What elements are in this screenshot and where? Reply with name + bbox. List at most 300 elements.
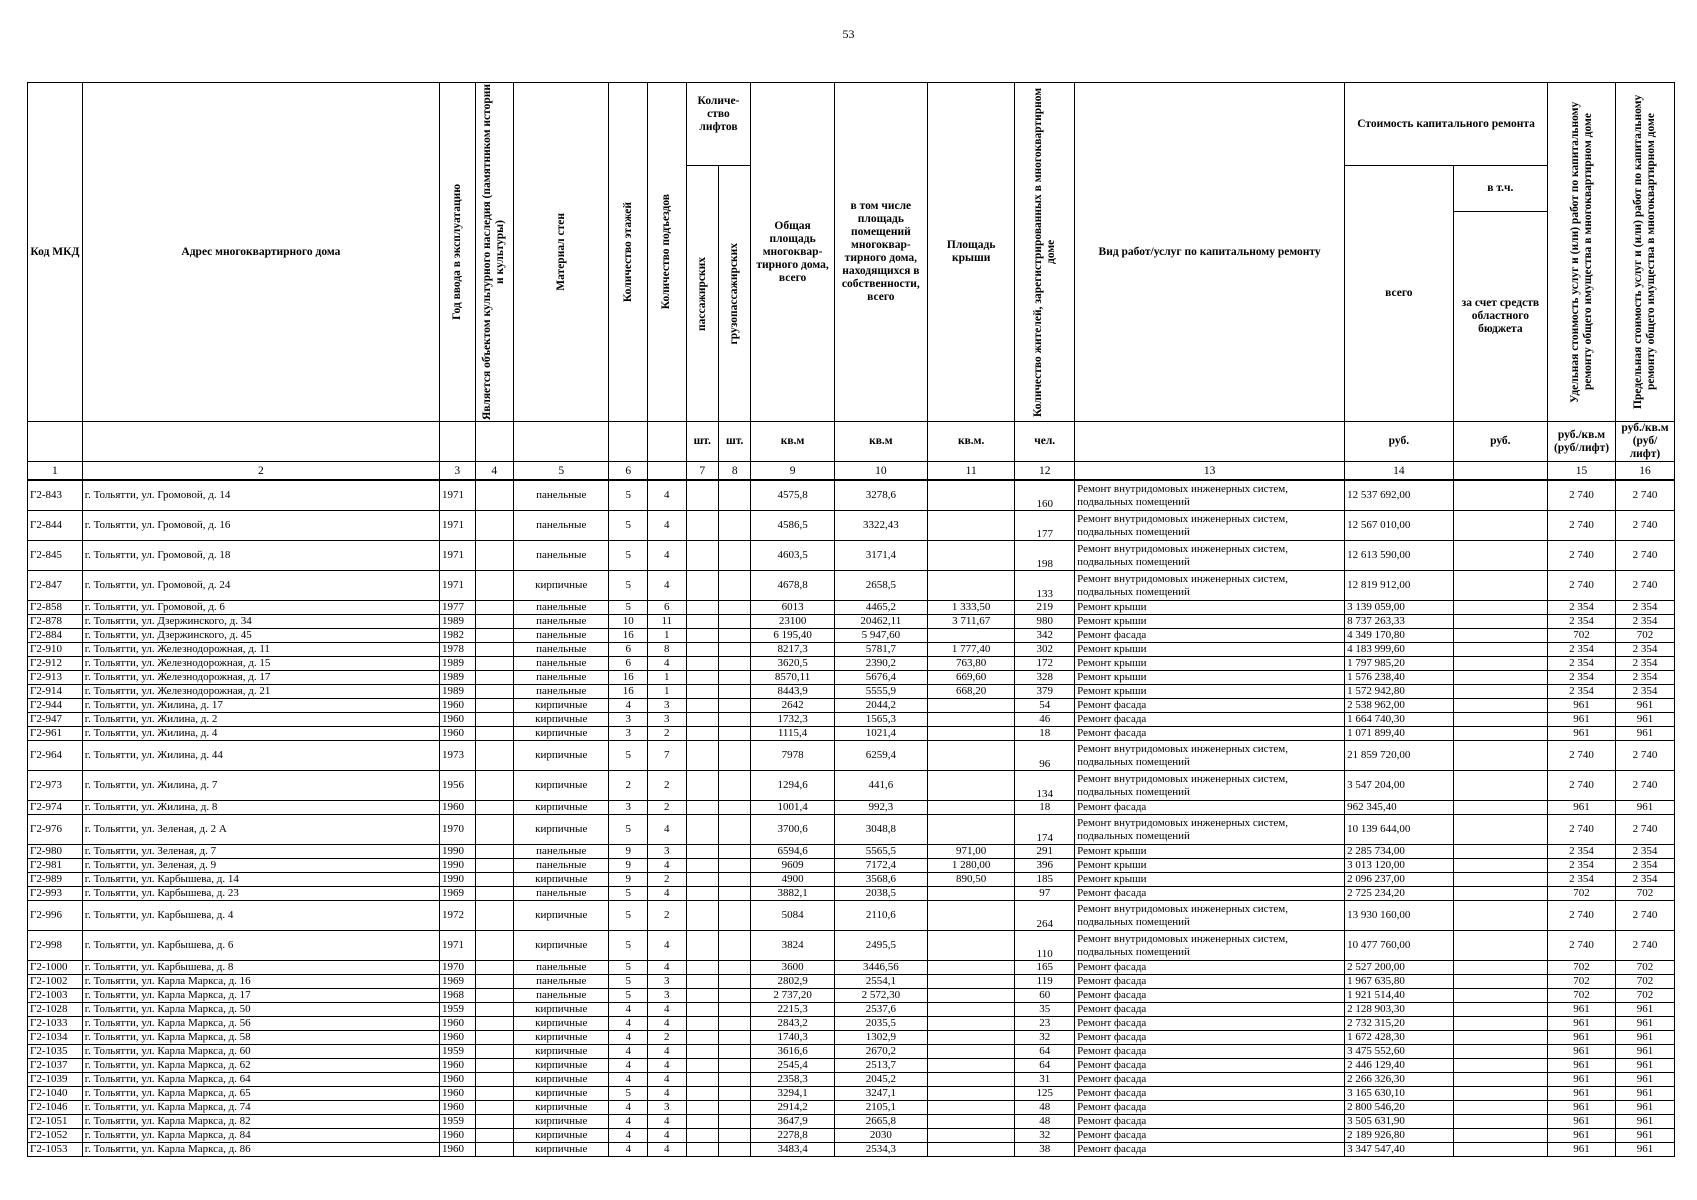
cell-lifts-passenger [686,571,718,601]
cell-year: 1989 [439,657,475,671]
cell-lifts-cargo [718,1101,750,1115]
cell-max-cost: 2 354 [1616,873,1675,887]
cell-roof-area [928,1003,1015,1017]
cell-cost-budget [1453,671,1547,685]
cell-year: 1982 [439,629,475,643]
cell-heritage [475,1087,514,1101]
cell-max-cost: 702 [1616,961,1675,975]
cell-lifts-passenger [686,741,718,771]
cell-residents: 133 [1015,571,1075,601]
cell-material: кирпичные [514,1101,609,1115]
cell-cost-budget [1453,1003,1547,1017]
table-row [28,541,1675,571]
cell-roof-area [928,1087,1015,1101]
cell-floors: 5 [609,541,648,571]
cell-residents: 18 [1015,801,1075,815]
cell-max-cost: 702 [1616,975,1675,989]
cell-total-area: 3824 [751,931,834,961]
cell-max-cost: 2 354 [1616,685,1675,699]
column-number: 14 [1345,462,1454,481]
cell-floors: 3 [609,727,648,741]
cell-floors: 4 [609,1031,648,1045]
cell-year: 1960 [439,1059,475,1073]
cell-address: г. Тольятти, ул. Карбышева, д. 6 [82,931,439,961]
table-row [28,1115,1675,1129]
cell-lifts-cargo [718,1087,750,1101]
cell-total-area: 3600 [751,961,834,975]
header-heritage: Является объектом культурного наследия (памятником истории и культуры) [475,83,514,422]
cell-lifts-passenger [686,480,718,511]
cell-specific-cost: 961 [1548,1003,1616,1017]
cell-lifts-cargo [718,713,750,727]
cell-owned-area: 2105,1 [834,1101,927,1115]
cell-work-type: Ремонт внутридомовых инженерных систем, подвальных помещений [1075,901,1345,931]
unit-rub: руб. [1453,422,1547,462]
cell-residents: 54 [1015,699,1075,713]
cell-cost-budget [1453,1129,1547,1143]
cell-total-area: 2278,8 [751,1129,834,1143]
cell-max-cost: 961 [1616,1003,1675,1017]
cell-material: кирпичные [514,699,609,713]
cell-floors: 16 [609,629,648,643]
cell-specific-cost: 2 740 [1548,511,1616,541]
cell-roof-area [928,1059,1015,1073]
cell-residents: 160 [1015,480,1075,511]
cell-year: 1977 [439,601,475,615]
cell-floors: 5 [609,989,648,1003]
cell-specific-cost: 2 740 [1548,480,1616,511]
cell-code: Г2-964 [28,741,83,771]
cell-owned-area: 1021,4 [834,727,927,741]
cell-total-area: 6 195,40 [751,629,834,643]
cell-cost-total: 12 819 912,00 [1345,571,1454,601]
cell-heritage [475,571,514,601]
cell-year: 1971 [439,931,475,961]
cell-residents: 96 [1015,741,1075,771]
cell-owned-area: 2045,2 [834,1073,927,1087]
cell-heritage [475,657,514,671]
cell-cost-budget [1453,727,1547,741]
cell-specific-cost: 2 354 [1548,685,1616,699]
cell-address: г. Тольятти, ул. Карла Маркса, д. 74 [82,1101,439,1115]
cell-entrances: 7 [647,741,686,771]
cell-cost-total: 2 266 326,30 [1345,1073,1454,1087]
cell-max-cost: 2 354 [1616,657,1675,671]
cell-floors: 4 [609,1045,648,1059]
cell-code: Г2-847 [28,571,83,601]
cell-cost-total: 2 725 234,20 [1345,887,1454,901]
cell-cost-total: 1 921 514,40 [1345,989,1454,1003]
cell-roof-area [928,815,1015,845]
table-row [28,859,1675,873]
cell-material: панельные [514,859,609,873]
column-number: 4 [475,462,514,481]
cell-total-area: 4678,8 [751,571,834,601]
cell-code: Г2-1046 [28,1101,83,1115]
cell-entrances: 4 [647,931,686,961]
cell-year: 1970 [439,961,475,975]
cell-address: г. Тольятти, ул. Жилина, д. 2 [82,713,439,727]
cell-cost-total: 2 285 734,00 [1345,845,1454,859]
cell-address: г. Тольятти, ул. Громовой, д. 18 [82,541,439,571]
cell-material: кирпичные [514,1017,609,1031]
cell-specific-cost: 961 [1548,1059,1616,1073]
cell-cost-budget [1453,975,1547,989]
cell-entrances: 2 [647,901,686,931]
cell-cost-budget [1453,629,1547,643]
table-row [28,1031,1675,1045]
cell-max-cost: 702 [1616,629,1675,643]
cell-cost-total: 1 071 899,40 [1345,727,1454,741]
cell-year: 1960 [439,1101,475,1115]
cell-lifts-passenger [686,615,718,629]
cell-work-type: Ремонт крыши [1075,873,1345,887]
cell-address: г. Тольятти, ул. Зеленая, д. 2 А [82,815,439,845]
cell-roof-area [928,727,1015,741]
cell-lifts-passenger [686,1059,718,1073]
cell-residents: 38 [1015,1143,1075,1157]
cell-entrances: 3 [647,713,686,727]
cell-residents: 46 [1015,713,1075,727]
cell-heritage [475,975,514,989]
header-specific-cost: Удельная стоимость услуг и (или) работ по капитальному ремонту общего имущества в многоквартирном доме [1548,83,1616,422]
cell-code: Г2-976 [28,815,83,845]
cell-code: Г2-1035 [28,1045,83,1059]
cell-material: панельные [514,845,609,859]
cell-max-cost: 702 [1616,887,1675,901]
cell-residents: 23 [1015,1017,1075,1031]
cell-year: 1978 [439,643,475,657]
cell-cost-total: 1 572 942,80 [1345,685,1454,699]
cell-address: г. Тольятти, ул. Карбышева, д. 23 [82,887,439,901]
cell-year: 1972 [439,901,475,931]
cell-heritage [475,1143,514,1157]
cell-roof-area [928,1143,1015,1157]
cell-lifts-passenger [686,601,718,615]
cell-roof-area [928,541,1015,571]
cell-total-area: 8570,11 [751,671,834,685]
cell-year: 1969 [439,975,475,989]
cell-floors: 5 [609,901,648,931]
cell-code: Г2-1028 [28,1003,83,1017]
cell-total-area: 2 737,20 [751,989,834,1003]
cell-owned-area: 2035,5 [834,1017,927,1031]
cell-cost-budget [1453,541,1547,571]
cell-entrances: 4 [647,1115,686,1129]
cell-specific-cost: 2 740 [1548,571,1616,601]
cell-work-type: Ремонт крыши [1075,845,1345,859]
cell-work-type: Ремонт внутридомовых инженерных систем, подвальных помещений [1075,511,1345,541]
cell-heritage [475,1045,514,1059]
cell-owned-area: 6259,4 [834,741,927,771]
cell-code: Г2-1039 [28,1073,83,1087]
cell-cost-budget [1453,859,1547,873]
column-number: 11 [928,462,1015,481]
cell-year: 1959 [439,1003,475,1017]
table-row [28,727,1675,741]
cell-cost-total: 3 013 120,00 [1345,859,1454,873]
cell-total-area: 4900 [751,873,834,887]
header-lifts-cargo: грузопассажирских [718,166,750,422]
cell-material: кирпичные [514,1059,609,1073]
cell-lifts-passenger [686,1003,718,1017]
cell-total-area: 6013 [751,601,834,615]
cell-roof-area [928,1045,1015,1059]
header-year: Год ввода в эксплуатацию [439,83,475,422]
table-row [28,699,1675,713]
cell-year: 1989 [439,685,475,699]
cell-specific-cost: 961 [1548,801,1616,815]
cell-specific-cost: 702 [1548,975,1616,989]
unit-per-unit: руб./кв.м (руб/лифт) [1616,422,1675,462]
cell-lifts-cargo [718,541,750,571]
cell-max-cost: 2 354 [1616,671,1675,685]
cell-roof-area [928,989,1015,1003]
cell-residents: 35 [1015,1003,1075,1017]
cell-address: г. Тольятти, ул. Зеленая, д. 9 [82,859,439,873]
cell-material: панельные [514,671,609,685]
cell-floors: 5 [609,741,648,771]
cell-heritage [475,989,514,1003]
cell-roof-area [928,629,1015,643]
cell-address: г. Тольятти, ул. Карбышева, д. 4 [82,901,439,931]
cell-cost-total: 2 732 315,20 [1345,1017,1454,1031]
cell-floors: 4 [609,1003,648,1017]
cell-roof-area [928,511,1015,541]
cell-owned-area: 2495,5 [834,931,927,961]
header-residents: Количество жителей, зарегистрированных в многоквартирном доме [1015,83,1075,422]
table-row [28,1059,1675,1073]
cell-year: 1973 [439,741,475,771]
cell-max-cost: 961 [1616,727,1675,741]
cell-material: панельные [514,541,609,571]
cell-lifts-cargo [718,629,750,643]
cell-specific-cost: 961 [1548,1031,1616,1045]
cell-lifts-passenger [686,771,718,801]
cell-work-type: Ремонт фасада [1075,887,1345,901]
cell-lifts-cargo [718,601,750,615]
cell-cost-budget [1453,699,1547,713]
cell-max-cost: 2 354 [1616,601,1675,615]
cell-work-type: Ремонт внутридомовых инженерных систем, подвальных помещений [1075,931,1345,961]
cell-work-type: Ремонт крыши [1075,615,1345,629]
cell-material: панельные [514,643,609,657]
cell-cost-total: 21 859 720,00 [1345,741,1454,771]
cell-cost-budget [1453,1017,1547,1031]
cell-owned-area: 3568,6 [834,873,927,887]
cell-work-type: Ремонт фасада [1075,975,1345,989]
cell-address: г. Тольятти, ул. Карла Маркса, д. 86 [82,1143,439,1157]
cell-year: 1960 [439,1129,475,1143]
cell-work-type: Ремонт крыши [1075,685,1345,699]
cell-work-type: Ремонт фасада [1075,1045,1345,1059]
cell-address: г. Тольятти, ул. Жилина, д. 17 [82,699,439,713]
cell-lifts-passenger [686,713,718,727]
cell-entrances: 4 [647,480,686,511]
cell-entrances: 2 [647,1031,686,1045]
cell-code: Г2-989 [28,873,83,887]
cell-heritage [475,931,514,961]
unit-people: чел. [1015,422,1075,462]
cell-lifts-passenger [686,727,718,741]
cell-specific-cost: 2 740 [1548,901,1616,931]
cell-work-type: Ремонт фасада [1075,961,1345,975]
cell-cost-budget [1453,771,1547,801]
cell-year: 1971 [439,541,475,571]
cell-work-type: Ремонт внутридомовых инженерных систем, подвальных помещений [1075,815,1345,845]
cell-lifts-cargo [718,1031,750,1045]
cell-residents: 48 [1015,1101,1075,1115]
cell-material: кирпичные [514,801,609,815]
cell-floors: 6 [609,643,648,657]
table-row [28,1003,1675,1017]
cell-cost-budget [1453,615,1547,629]
cell-lifts-cargo [718,815,750,845]
cell-code: Г2-844 [28,511,83,541]
cell-floors: 4 [609,1059,648,1073]
unit-rub: руб. [1345,422,1454,462]
cell-lifts-cargo [718,1003,750,1017]
cell-entrances: 4 [647,1143,686,1157]
cell-owned-area: 3322,43 [834,511,927,541]
cell-work-type: Ремонт внутридомовых инженерных систем, подвальных помещений [1075,571,1345,601]
cell-cost-budget [1453,685,1547,699]
cell-residents: 342 [1015,629,1075,643]
cell-cost-budget [1453,1073,1547,1087]
cell-roof-area [928,1073,1015,1087]
cell-owned-area: 2537,6 [834,1003,927,1017]
cell-material: кирпичные [514,815,609,845]
cell-owned-area: 2110,6 [834,901,927,931]
cell-entrances: 3 [647,1101,686,1115]
cell-total-area: 2843,2 [751,1017,834,1031]
cell-code: Г2-884 [28,629,83,643]
cell-year: 1960 [439,801,475,815]
cell-entrances: 4 [647,1073,686,1087]
cell-owned-area: 5555,9 [834,685,927,699]
cell-total-area: 3616,6 [751,1045,834,1059]
cell-work-type: Ремонт фасада [1075,1003,1345,1017]
cell-total-area: 9609 [751,859,834,873]
cell-floors: 4 [609,1115,648,1129]
cell-roof-area [928,741,1015,771]
cell-total-area: 3620,5 [751,657,834,671]
cell-code: Г2-843 [28,480,83,511]
cell-heritage [475,873,514,887]
cell-residents: 31 [1015,1073,1075,1087]
cell-floors: 5 [609,601,648,615]
cell-entrances: 4 [647,961,686,975]
cell-material: панельные [514,480,609,511]
table-body [28,480,1675,1157]
cell-residents: 64 [1015,1045,1075,1059]
cell-lifts-passenger [686,801,718,815]
cell-code: Г2-845 [28,541,83,571]
cell-lifts-passenger [686,989,718,1003]
cell-owned-area: 2513,7 [834,1059,927,1073]
cell-total-area: 4586,5 [751,511,834,541]
cell-lifts-cargo [718,699,750,713]
cell-material: кирпичные [514,741,609,771]
column-number: 16 [1616,462,1675,481]
table-row [28,1017,1675,1031]
cell-max-cost: 2 740 [1616,741,1675,771]
cell-lifts-passenger [686,1017,718,1031]
cell-address: г. Тольятти, ул. Карла Маркса, д. 60 [82,1045,439,1059]
cell-specific-cost: 961 [1548,713,1616,727]
cell-code: Г2-910 [28,643,83,657]
cell-total-area: 3647,9 [751,1115,834,1129]
cell-cost-budget [1453,480,1547,511]
cell-code: Г2-912 [28,657,83,671]
cell-address: г. Тольятти, ул. Громовой, д. 24 [82,571,439,601]
cell-specific-cost: 702 [1548,887,1616,901]
cell-work-type: Ремонт фасада [1075,713,1345,727]
table-row [28,615,1675,629]
cell-floors: 10 [609,615,648,629]
cell-owned-area: 5 947,60 [834,629,927,643]
header-work-type: Вид работ/услуг по капитальному ремонту [1075,83,1345,422]
cell-cost-total: 2 128 903,30 [1345,1003,1454,1017]
cell-roof-area [928,931,1015,961]
column-number: 7 [686,462,718,481]
cell-lifts-cargo [718,615,750,629]
cell-total-area: 1001,4 [751,801,834,815]
cell-work-type: Ремонт фасада [1075,1129,1345,1143]
cell-material: панельные [514,887,609,901]
cell-work-type: Ремонт внутридомовых инженерных систем, подвальных помещений [1075,541,1345,571]
cell-material: панельные [514,975,609,989]
cell-roof-area [928,901,1015,931]
cell-entrances: 2 [647,771,686,801]
cell-work-type: Ремонт фасада [1075,1073,1345,1087]
table-row [28,801,1675,815]
cell-specific-cost: 961 [1548,1017,1616,1031]
cell-cost-budget [1453,1115,1547,1129]
column-number: 8 [718,462,750,481]
unit-sqm-dot: кв.м. [928,422,1015,462]
cell-roof-area: 669,60 [928,671,1015,685]
cell-lifts-cargo [718,961,750,975]
cell-entrances: 8 [647,643,686,657]
cell-residents: 32 [1015,1129,1075,1143]
cell-lifts-cargo [718,571,750,601]
cell-year: 1989 [439,615,475,629]
cell-lifts-cargo [718,887,750,901]
cell-residents: 60 [1015,989,1075,1003]
cell-work-type: Ремонт фасада [1075,1101,1345,1115]
table-row [28,657,1675,671]
cell-specific-cost: 2 354 [1548,615,1616,629]
cell-cost-budget [1453,657,1547,671]
cell-lifts-cargo [718,859,750,873]
cell-residents: 97 [1015,887,1075,901]
cell-floors: 9 [609,859,648,873]
cell-max-cost: 2 354 [1616,845,1675,859]
cell-work-type: Ремонт фасада [1075,727,1345,741]
cell-heritage [475,1073,514,1087]
cell-total-area: 1294,6 [751,771,834,801]
cell-cost-budget [1453,845,1547,859]
cell-total-area: 2358,3 [751,1073,834,1087]
cell-cost-total: 1 967 635,80 [1345,975,1454,989]
cell-heritage [475,1031,514,1045]
cell-specific-cost: 961 [1548,727,1616,741]
column-number: 3 [439,462,475,481]
cell-cost-budget [1453,931,1547,961]
cell-cost-budget [1453,887,1547,901]
cell-floors: 4 [609,699,648,713]
